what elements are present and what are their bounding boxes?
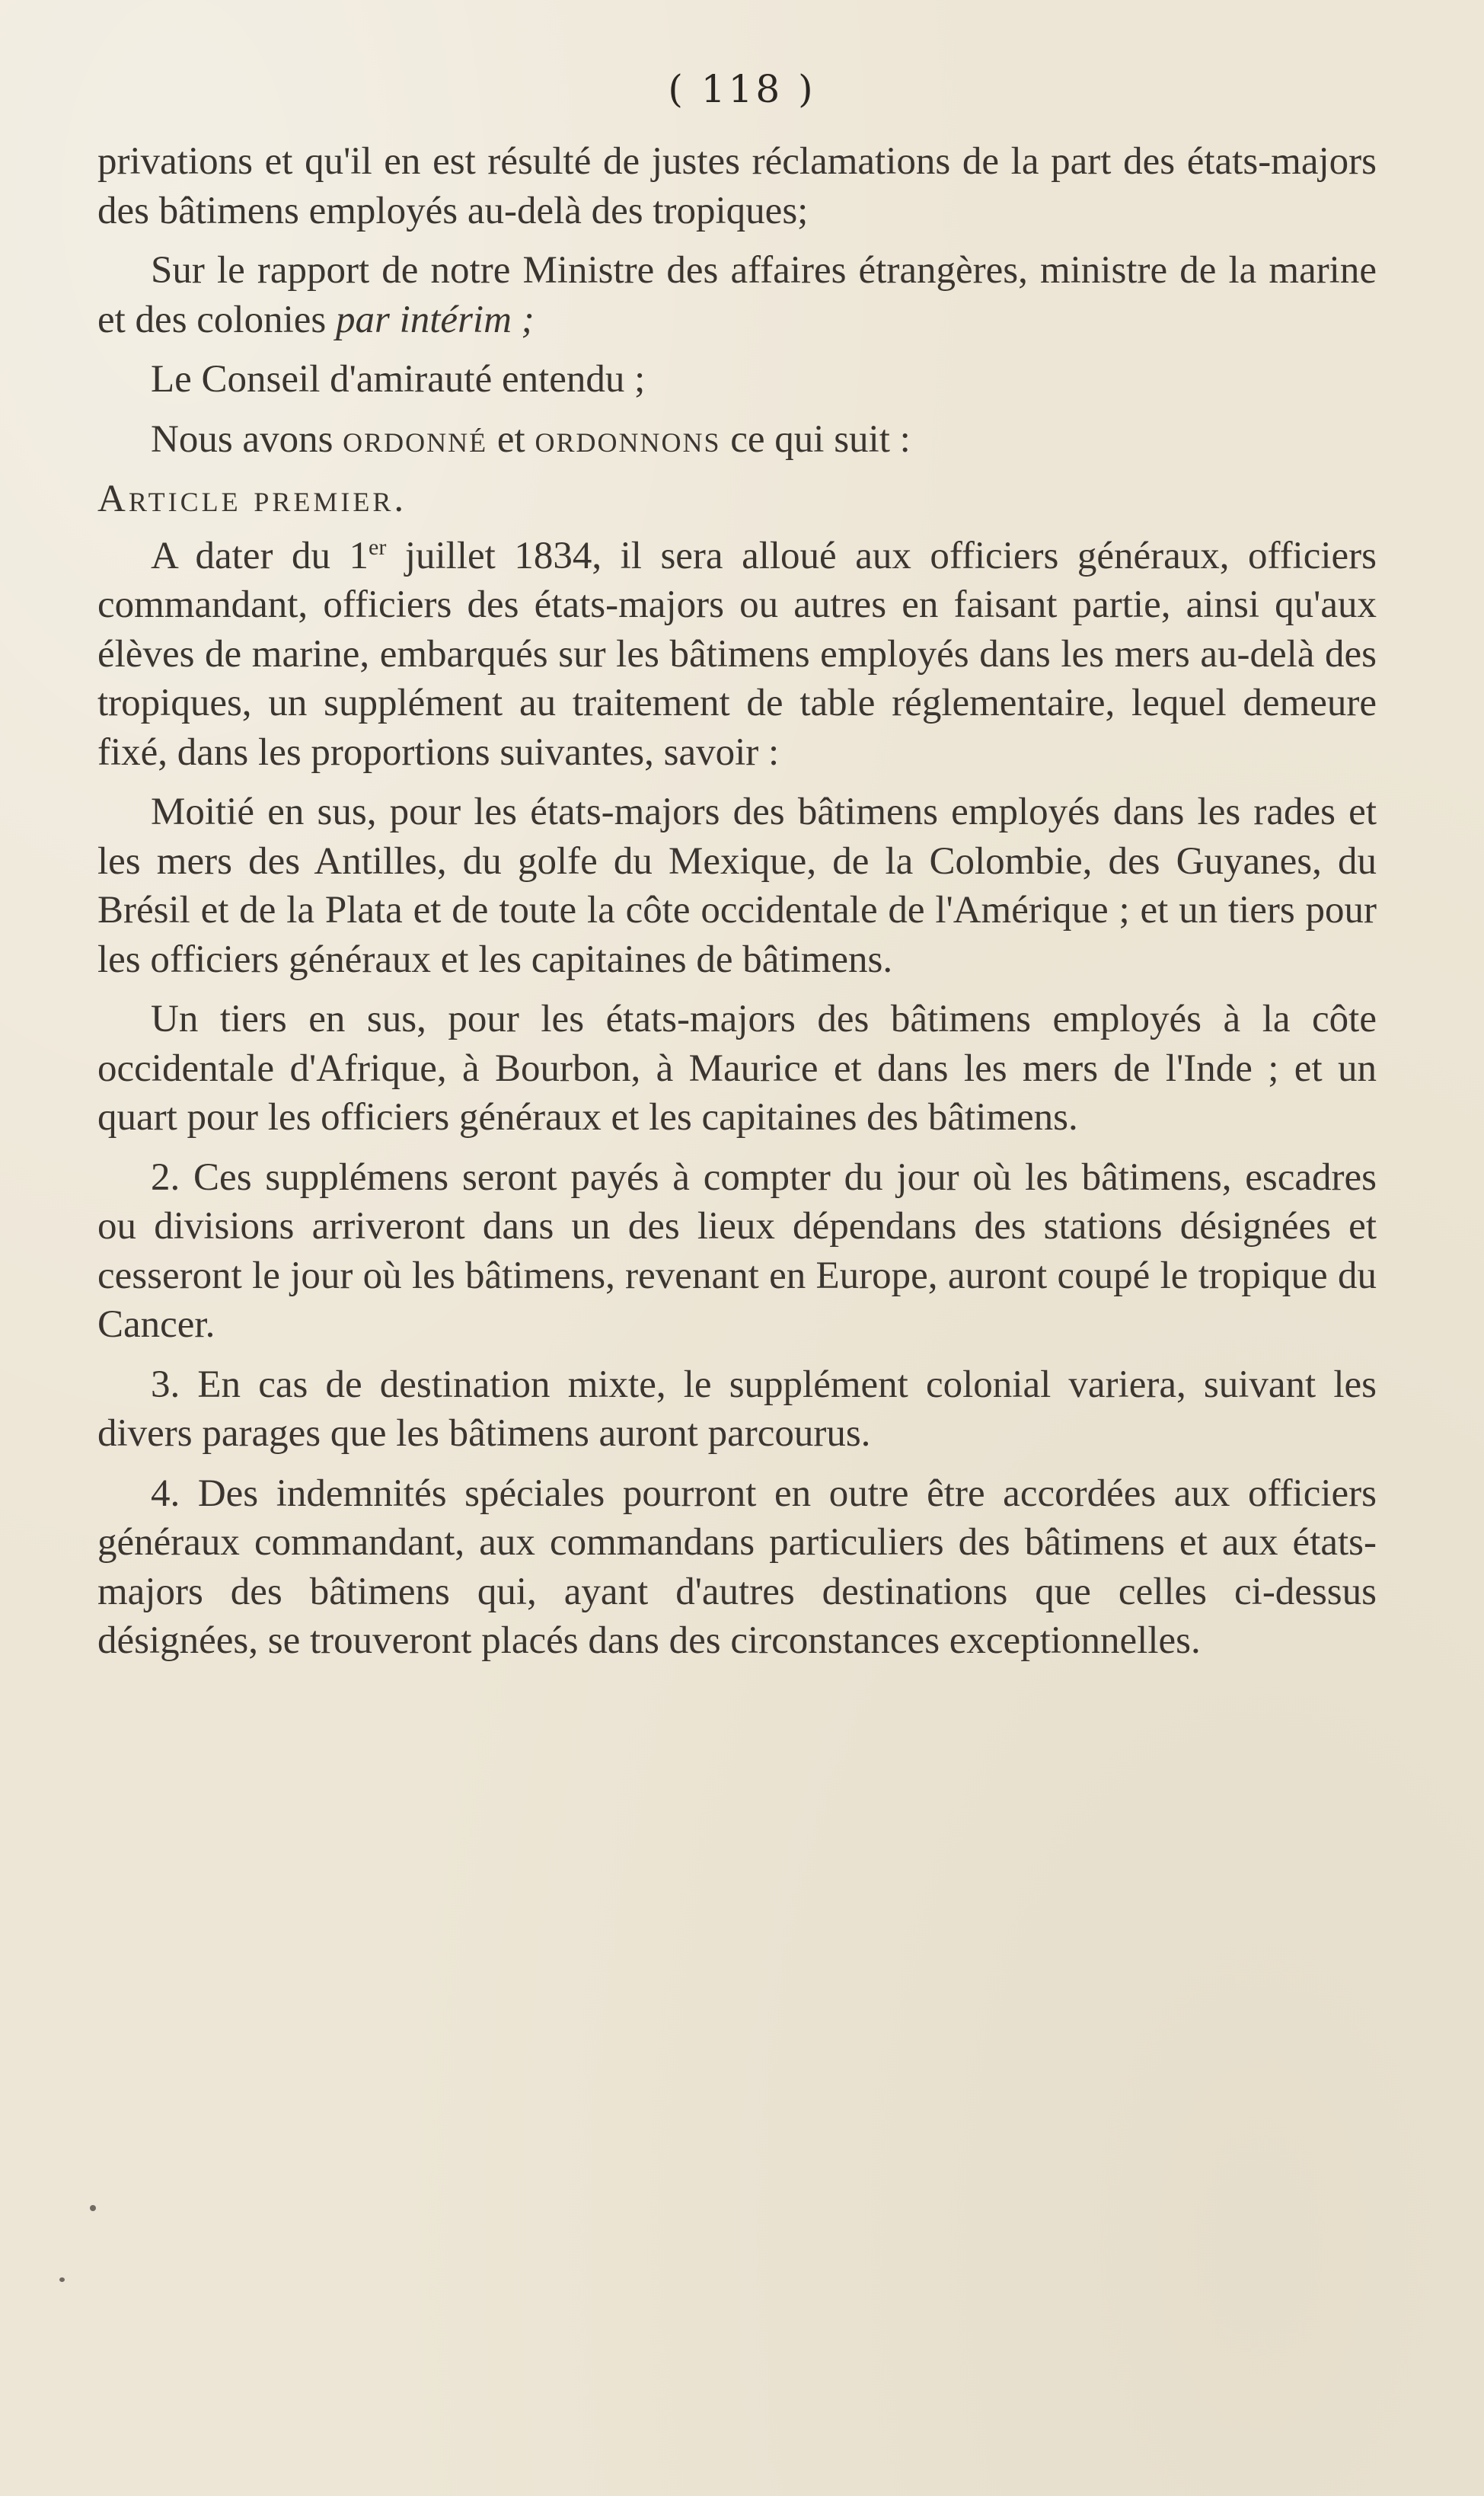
paragraph-un-tiers: Un tiers en sus, pour les états-majors des bâtimens employés à la côte occidentale d'Afrique, à Bourbon, à Maurice et dans les mers de l'Inde ; et un quart pour les officiers généraux et les capitaines des bâtimens.	[97, 998, 1377, 1139]
paragraph-conseil: Le Conseil d'amirauté entendu ;	[151, 358, 646, 401]
paragraph-moitie: Moitié en sus, pour les états-majors des bâtimens employés dans les rades et les mers des Antilles, du golfe du Mexique, de la Colombie, des Guyanes, du Brésil et de la Plata et de toute la côte occidentale de l'Amérique ; et un tiers pour les officiers généraux et les capitaines de bâtimens.	[97, 791, 1377, 981]
article-heading: Article premier.	[97, 478, 407, 520]
article-1-superscript: er	[369, 534, 387, 560]
paragraph-rapport	[97, 246, 1377, 344]
paragraph-article-3: 3. En cas de destination mixte, le supplément colonial variera, suivant les divers parages que les bâtimens auront parcourus.	[97, 1363, 1377, 1455]
paragraph-article-4: 4. Des indemnités spéciales pourront en outre être accordées aux officiers généraux commandant, aux commandans particuliers des bâtimens et aux états-majors des bâtimens qui, ayant d'autres destinations que celles ci-dessus désignées, se trouveront placés dans des circonstances exceptionnelles.	[97, 1472, 1377, 1662]
article-1-text-start: A dater du 1	[151, 534, 369, 577]
paragraph-continuation: privations et qu'il en est résulté de justes réclamations de la part des états-majors des bâtimens employés au-delà des tropiques;	[97, 140, 1377, 232]
paragraph-ordonnons	[97, 415, 1377, 465]
page-number: ( 118 )	[668, 67, 816, 111]
paper-speck	[90, 2205, 96, 2211]
ordonnons-smallcaps-1: ordonné	[343, 417, 488, 461]
paper-speck	[59, 2277, 65, 2282]
ordonnons-smallcaps-2: ordonnons	[535, 417, 721, 461]
ordonnons-text-2: et	[487, 417, 535, 461]
paragraph-article-1	[97, 532, 1377, 778]
ordonnons-text-1: Nous avons	[151, 417, 343, 461]
page-body	[97, 137, 1377, 1676]
ordonnons-text-3: ce qui suit :	[720, 417, 911, 461]
paragraph-article-2: 2. Ces supplémens seront payés à compter du jour où les bâtimens, escadres ou divisions arriveront dans un des lieux dépendans des stations désignées et cesseront le jour où les bâtimens, revenant en Europe, auront coupé le tropique du Cancer.	[97, 1155, 1377, 1346]
paragraph-rapport-text: Sur le rapport de notre Ministre des affaires étrangères, ministre de la marine et des colonies	[97, 249, 1377, 341]
article-1-text-rest: juillet 1834, il sera alloué aux officiers généraux, officiers commandant, officiers des états-majors ou autres en faisant partie, ainsi qu'aux élèves de marine, embarqués sur les bâtimens employés dans les mers au-delà des tropiques, un supplément au traitement de table réglementaire, lequel demeure fixé, dans les proportions suivantes, savoir :	[97, 534, 1377, 774]
paragraph-rapport-italic: par intérim ;	[336, 298, 535, 341]
